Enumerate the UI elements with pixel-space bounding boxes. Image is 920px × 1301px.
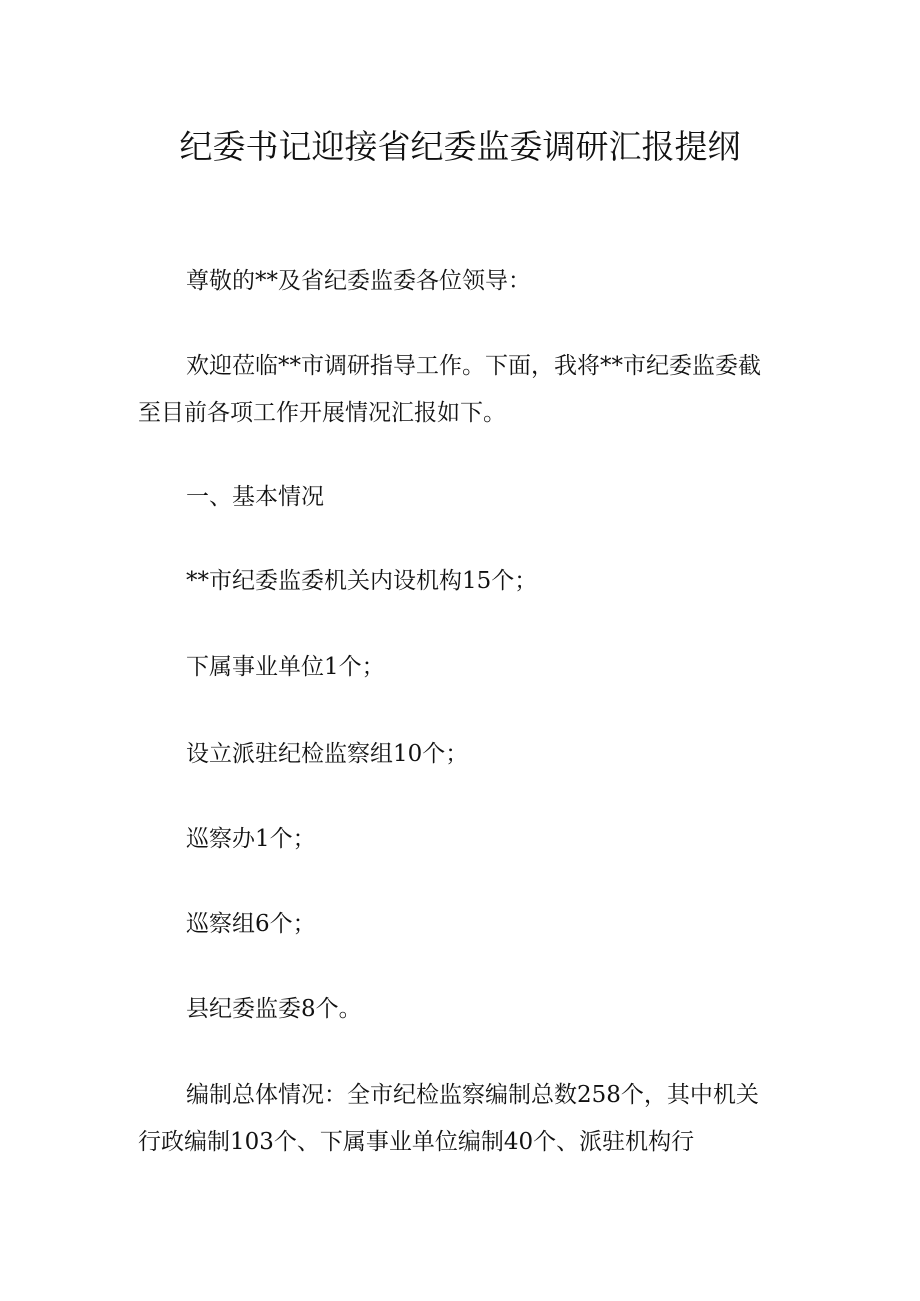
list-item: **市纪委监委机关内设机构15个； bbox=[186, 568, 538, 594]
list-item: 下属事业单位1个； bbox=[186, 654, 385, 680]
staffing-paragraph: 编制总体情况：全市纪检监察编制总数258个，其中机关行政编制103个、下属事业单位编制40个、派驻机构行 bbox=[138, 1082, 759, 1155]
list-item: 设立派驻纪检监察组10个； bbox=[186, 741, 469, 767]
list-item: 巡察办1个； bbox=[186, 826, 316, 852]
section-heading-basic: 一、基本情况 bbox=[186, 484, 324, 510]
intro-paragraph: 欢迎莅临**市调研指导工作。下面，我将**市纪委监委截至目前各项工作开展情况汇报如下。 bbox=[138, 353, 761, 426]
document-title: 纪委书记迎接省纪委监委调研汇报提纲 bbox=[179, 127, 741, 166]
list-item: 县纪委监委8个。 bbox=[186, 996, 362, 1022]
list-item: 巡察组6个； bbox=[186, 911, 316, 937]
salutation: 尊敬的**及省纪委监委各位领导： bbox=[186, 268, 531, 294]
